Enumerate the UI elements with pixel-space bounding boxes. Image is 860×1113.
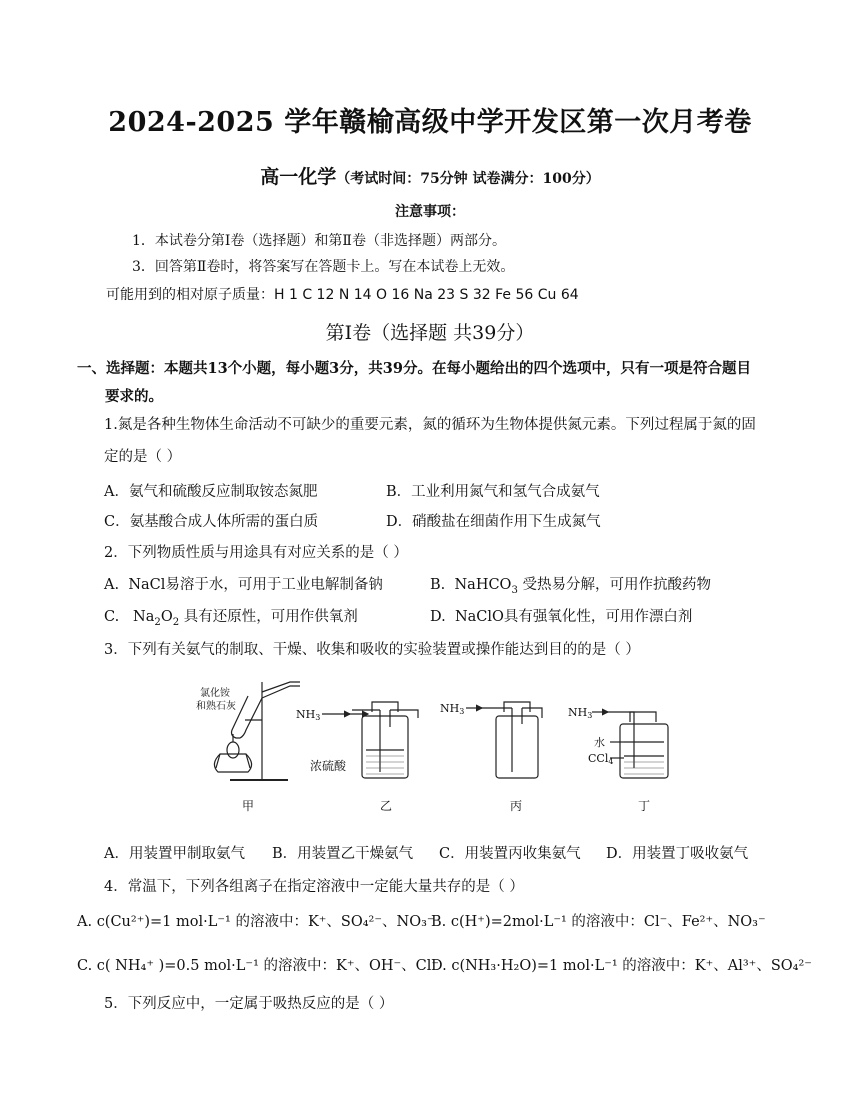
q1-option-a: A．氨气和硫酸反应制取铵态氮肥 bbox=[104, 484, 318, 500]
label-nh3-ding: NH bbox=[568, 706, 588, 719]
notice-item-1: 1．本试卷分第Ⅰ卷（选择题）和第Ⅱ卷（非选择题）两部分。 bbox=[132, 233, 506, 249]
exam-title: 2024-2025 学年赣榆高级中学开发区第一次月考卷 bbox=[108, 107, 752, 138]
caption-ding: 丁 bbox=[638, 799, 651, 813]
section-instructions bbox=[77, 355, 797, 411]
q4-option-a: A. c(Cu²⁺)=1 mol·L⁻¹ 的溶液中：K⁺、SO₄²⁻、NO₃⁻ bbox=[77, 914, 435, 930]
section-line-2: 要求的。 bbox=[105, 388, 163, 405]
q4-option-d: D. c(NH₃·H₂O)=1 mol·L⁻¹ 的溶液中：K⁺、Al³⁺、SO₄²⁻ bbox=[431, 958, 812, 974]
part-1-title: 第Ⅰ卷（选择题 共39分） bbox=[325, 322, 535, 344]
subject-label: 高一化学 bbox=[260, 166, 337, 188]
q4-option-b: B. c(H⁺)=2mol·L⁻¹ 的溶液中：Cl⁻、Fe²⁺、NO₃⁻ bbox=[431, 914, 766, 930]
label-nh3-yi: NH bbox=[296, 708, 316, 721]
q1-option-d: D．硝酸盐在细菌作用下生成氮气 bbox=[386, 514, 601, 530]
label-reagent-2: 和熟石灰 bbox=[196, 701, 236, 712]
exam-info: （考试时间：75分钟 试卷满分：100分） bbox=[336, 171, 600, 187]
svg-text:NH3: NH3 bbox=[568, 706, 593, 720]
svg-text:NH3: NH3 bbox=[296, 708, 321, 722]
q4-option-c: C. c( NH₄⁺ )=0.5 mol·L⁻¹ 的溶液中：K⁺、OH⁻、Cl⁻ bbox=[77, 958, 440, 974]
apparatus-bing bbox=[480, 702, 542, 778]
svg-text:NH3: NH3 bbox=[440, 702, 465, 716]
q3-option-a: A．用装置甲制取氨气 bbox=[104, 846, 245, 862]
q2-option-d: D. NaClO具有强氧化性，可用作漂白剂 bbox=[430, 609, 693, 625]
q3-option-d: D．用装置丁吸收氨气 bbox=[606, 846, 749, 862]
q2-option-b: B. NaHCO$_3$ 受热易分解，可用作抗酸药物 bbox=[430, 577, 712, 596]
label-nh3-bing: NH bbox=[440, 702, 460, 715]
q3-apparatus-figure bbox=[190, 672, 770, 822]
q1-stem-line-2: 定的是（ ） bbox=[104, 449, 182, 465]
q1-stem-line-1: 1.氮是各种生物体生命活动不可缺少的重要元素，氮的循环为生物体提供氮元素。下列过程属于氮的固 bbox=[104, 417, 756, 433]
q1-option-b: B．工业利用氮气和氢气合成氨气 bbox=[386, 484, 600, 500]
q3-option-c: C．用装置丙收集氨气 bbox=[439, 846, 581, 862]
section-line-1: 一、选择题：本题共13个小题，每小题3分，共39分。在每小题给出的四个选项中，只有一项是符合题目 bbox=[77, 360, 751, 377]
label-water: 水 bbox=[594, 736, 605, 749]
q5-stem: 5．下列反应中，一定属于吸热反应的是（ ） bbox=[104, 996, 394, 1012]
caption-jia: 甲 bbox=[242, 799, 255, 813]
label-reagent-1: 氯化铵 bbox=[200, 688, 230, 699]
svg-text:CCl4: CCl4 bbox=[588, 752, 614, 766]
q2-option-a: A. NaCl易溶于水，可用于工业电解制备钠 bbox=[104, 577, 383, 593]
q2-stem: 2．下列物质性质与用途具有对应关系的是（ ） bbox=[104, 545, 408, 561]
label-h2so4: 浓硫酸 bbox=[310, 759, 347, 773]
caption-bing: 丙 bbox=[510, 799, 523, 813]
q2-option-c: C. $Na_2O_2$ 具有还原性，可用作供氧剂 bbox=[104, 609, 358, 628]
exam-subtitle bbox=[0, 162, 860, 189]
atomic-masses: 可能用到的相对原子质量：H 1 C 12 N 14 O 16 Na 23 S 32 Fe 56 Cu 64 bbox=[106, 287, 579, 303]
label-ccl4: CCl bbox=[588, 752, 609, 765]
q4-stem: 4．常温下，下列各组离子在指定溶液中一定能大量共存的是（ ） bbox=[104, 879, 524, 895]
q3-stem: 3．下列有关氨气的制取、干燥、收集和吸收的实验装置或操作能达到目的的是（ ） bbox=[104, 642, 640, 658]
caption-yi: 乙 bbox=[380, 799, 393, 813]
q3-option-b: B．用装置乙干燥氨气 bbox=[272, 846, 414, 862]
q1-option-c: C．氨基酸合成人体所需的蛋白质 bbox=[104, 514, 319, 530]
notice-item-3: 3．回答第Ⅱ卷时，将答案写在答题卡上。写在本试卷上无效。 bbox=[132, 259, 515, 275]
apparatus-ding bbox=[606, 712, 668, 778]
notice-heading: 注意事项： bbox=[395, 204, 465, 220]
